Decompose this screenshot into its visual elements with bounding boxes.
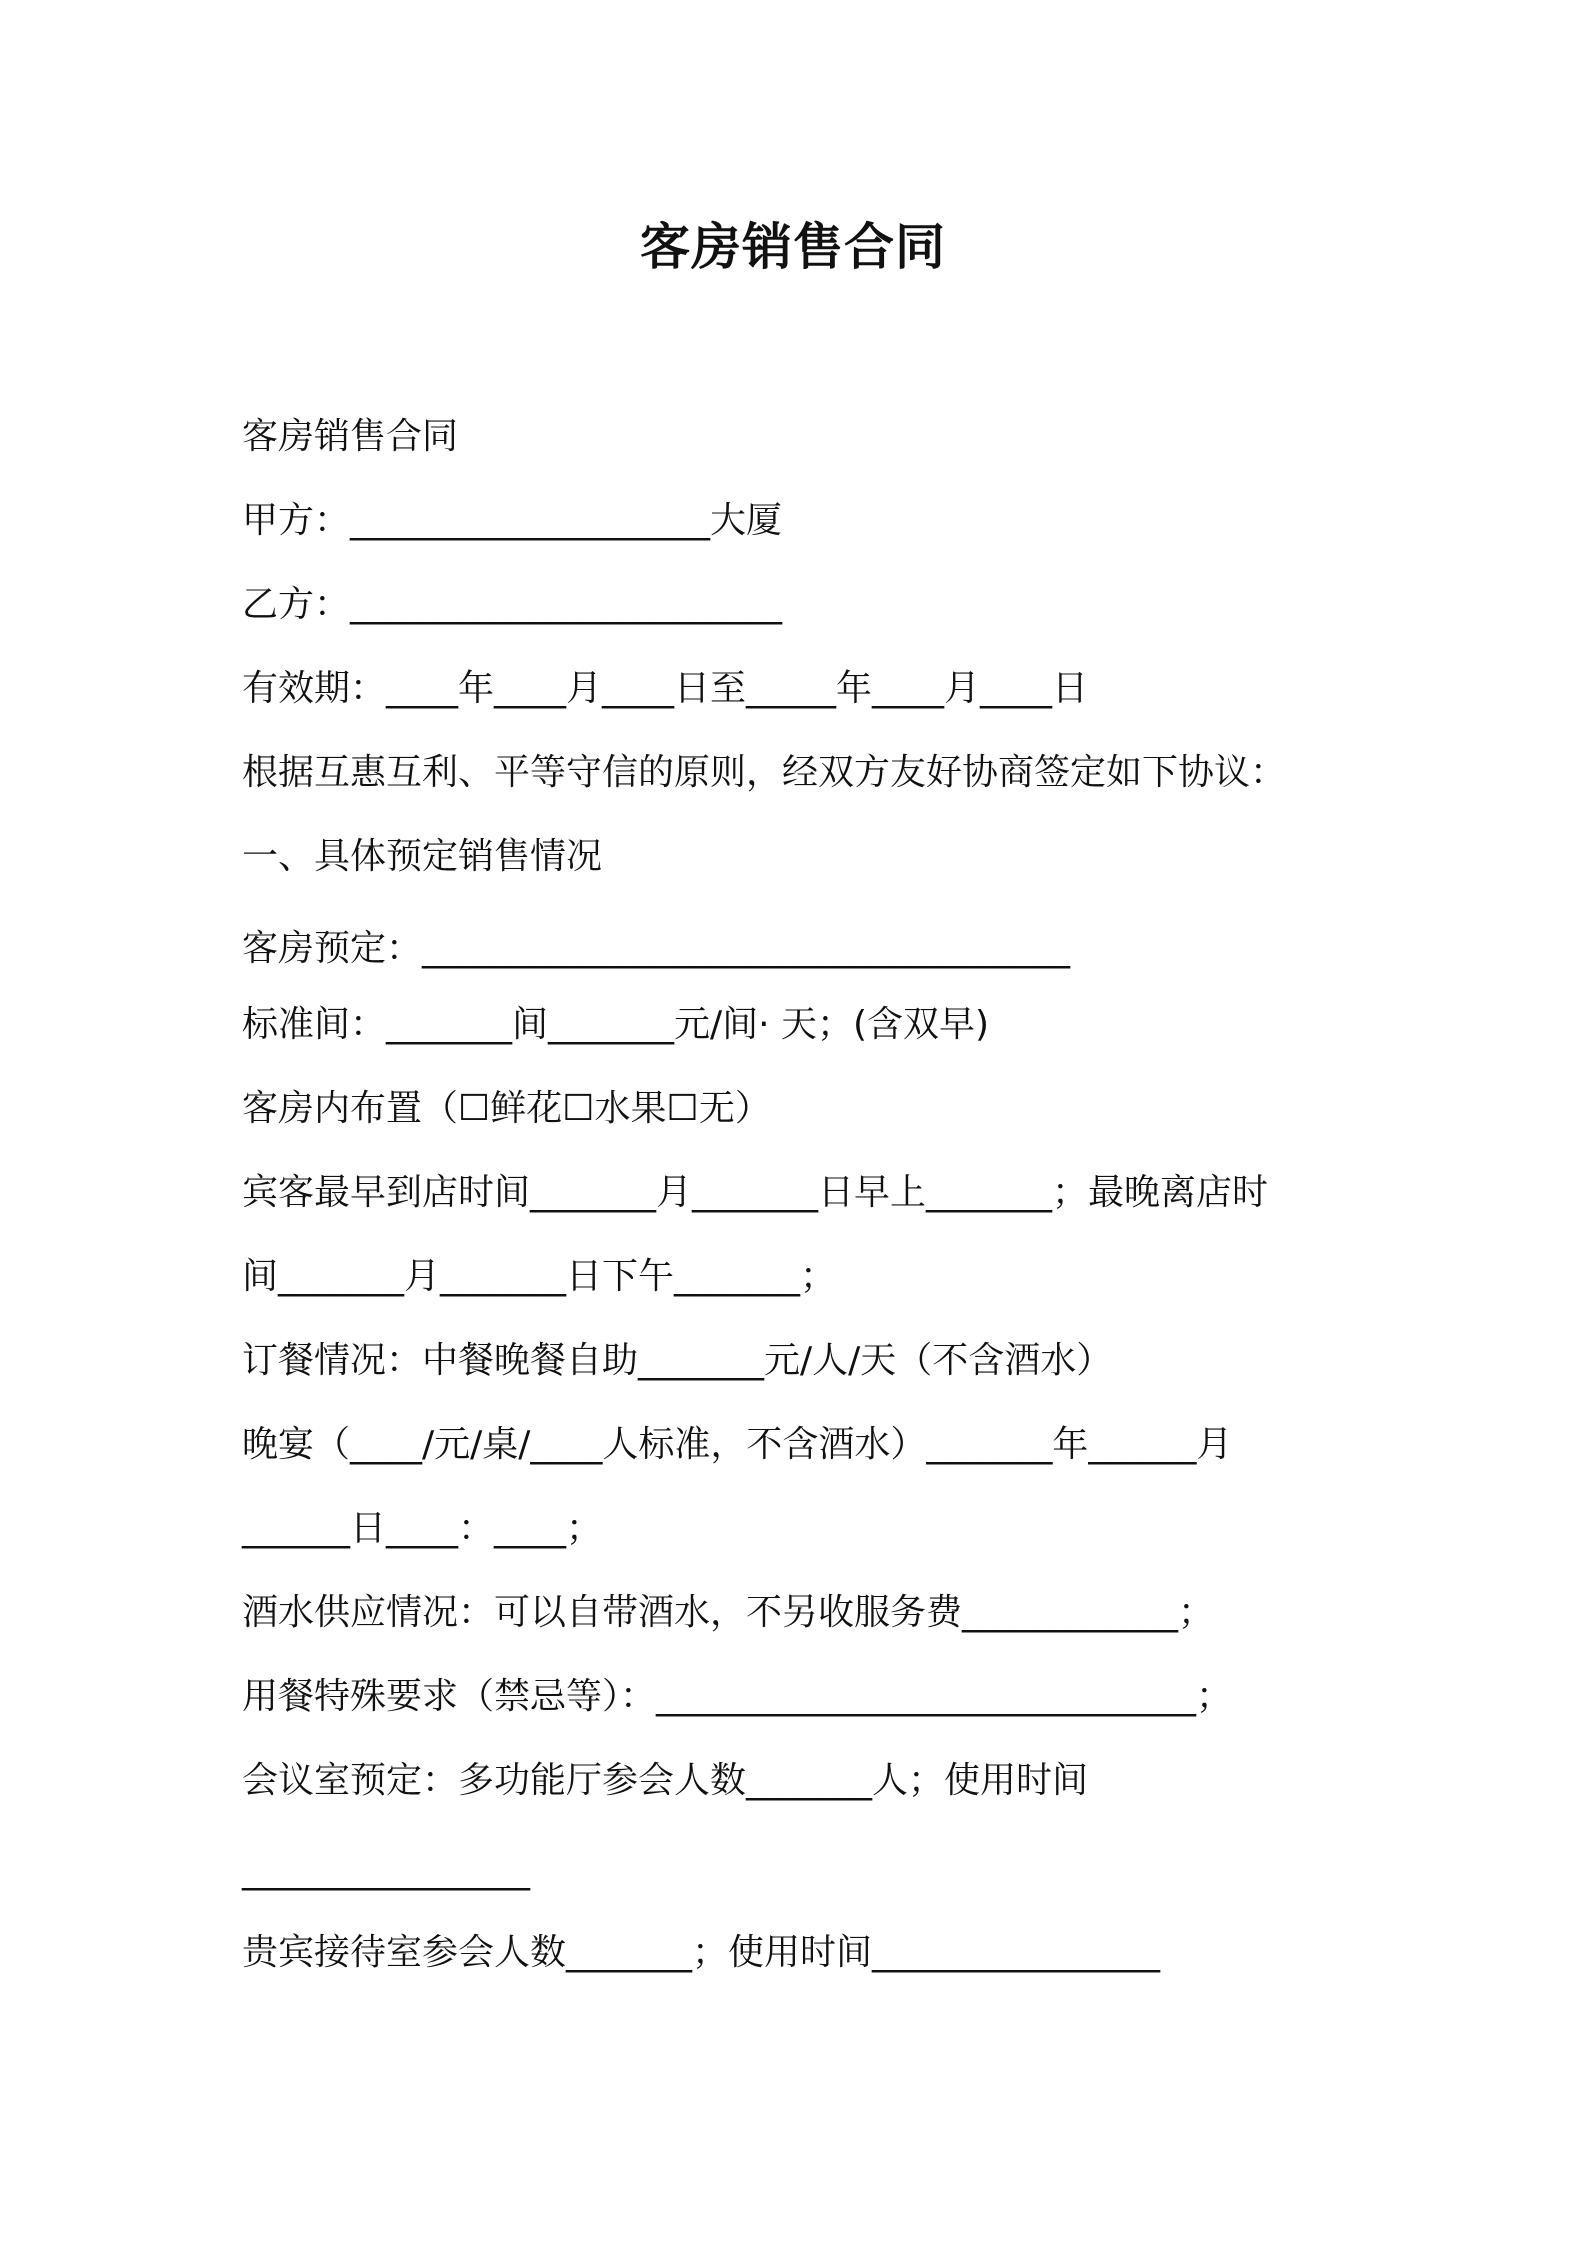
standard-room-line: 标准间：_______间_______元/间· 天；(含双早) — [242, 1004, 990, 1045]
subtitle-line: 客房销售合同 — [242, 416, 459, 457]
party-b-line: 乙方：________________________ — [242, 584, 783, 625]
document-title: 客房销售合同 — [640, 218, 946, 276]
meeting-time-blank-line: ________________ — [242, 1850, 530, 1891]
room-decoration-line: 客房内布置（☐鲜花☐水果☐无） — [242, 1088, 771, 1129]
meal-booking-line: 订餐情况：中餐晚餐自助_______元/人/天（不含酒水） — [242, 1340, 1113, 1381]
arrival-time-line: 宾客最早到店时间_______月_______日早上_______；最晚离店时 — [242, 1172, 1269, 1213]
beverage-line: 酒水供应情况：可以自带酒水，不另收服务费____________； — [242, 1592, 1215, 1633]
departure-time-line: 间_______月_______日下午_______； — [242, 1256, 837, 1297]
section-heading: 一、具体预定销售情况 — [242, 836, 603, 877]
preamble-line: 根据互惠互利、平等守信的原则，经双方友好协商签定如下协议： — [242, 752, 1287, 793]
validity-line: 有效期：____年____月____日至_____年____月____日 — [242, 668, 1089, 709]
vip-room-line: 贵宾接待室参会人数_______；使用时间________________ — [242, 1932, 1161, 1973]
dietary-requirements-line: 用餐特殊要求（禁忌等）：______________________________； — [242, 1676, 1233, 1717]
party-a-line: 甲方：____________________大厦 — [242, 500, 783, 541]
room-booking-line: 客房预定：____________________________________ — [242, 928, 1071, 969]
meeting-room-line: 会议室预定：多功能厅参会人数_______人；使用时间 — [242, 1760, 1089, 1801]
banquet-time-line: ______日____：____； — [242, 1508, 602, 1549]
banquet-line: 晚宴（____/元/桌/____人标准，不含酒水）_______年______月 — [242, 1424, 1233, 1465]
